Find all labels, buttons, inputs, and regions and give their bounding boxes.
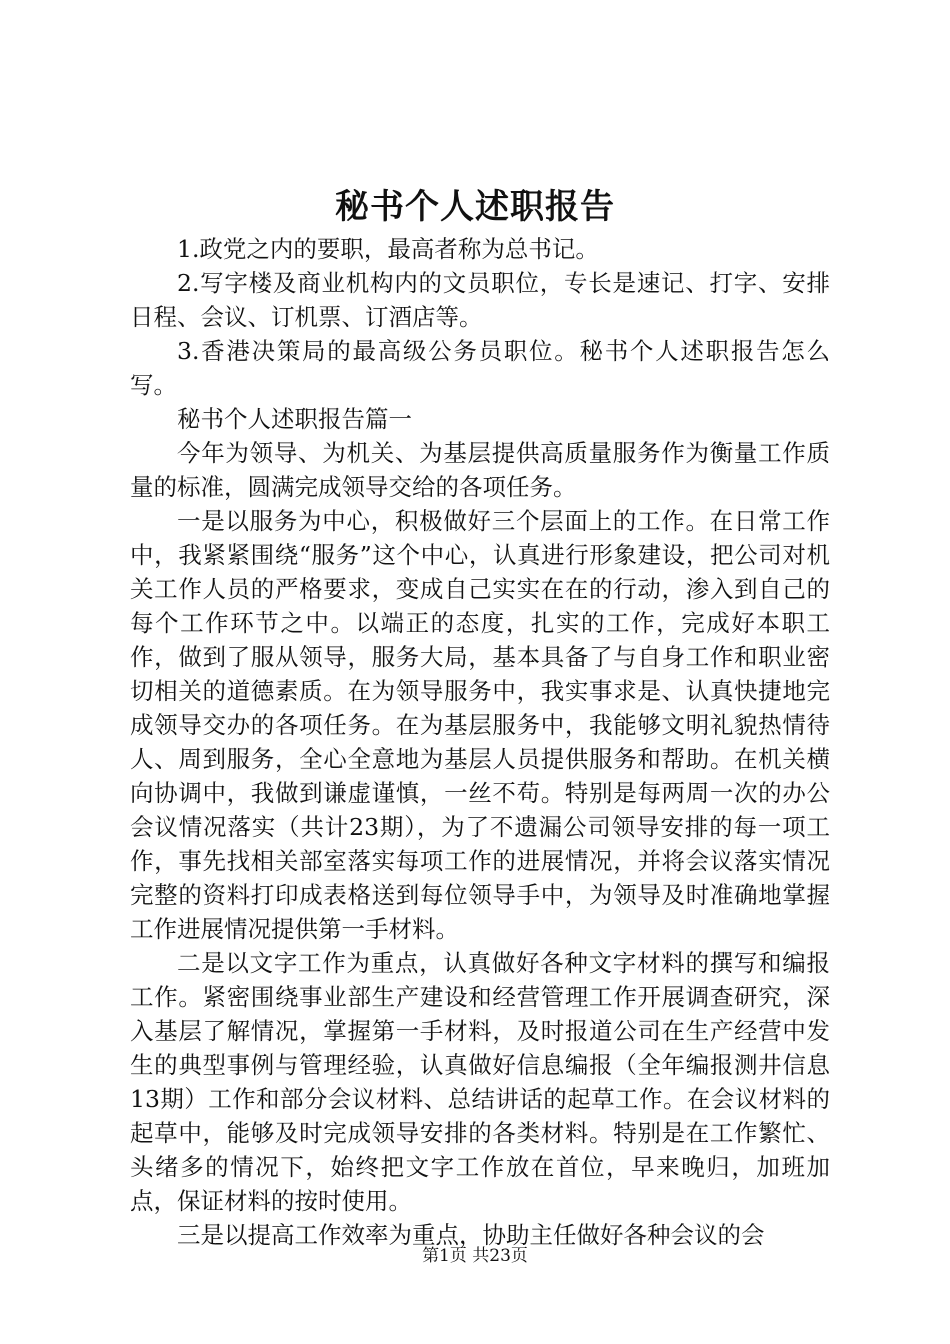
section-heading: 秘书个人述职报告篇一 [177, 405, 412, 433]
page-footer: 第1页 共23页 [422, 1246, 528, 1266]
paragraph-efficiency: 三是以提高工作效率为重点，协助主任做好各种会议的会 [177, 1221, 765, 1249]
document-body [130, 232, 830, 1252]
paragraph-3: 3.香港决策局的最高级公务员职位。秘书个人述职报告怎么写。 [130, 337, 830, 399]
document-title: 秘书个人述职报告 [335, 187, 615, 227]
paragraph-1: 1.政党之内的要职，最高者称为总书记。 [177, 235, 599, 263]
paragraph-intro: 今年为领导、为机关、为基层提供高质量服务作为衡量工作质量的标准，圆满完成领导交给的各项任务。 [130, 439, 830, 501]
paragraph-writing: 二是以文字工作为重点，认真做好各种文字材料的撰写和编报工作。紧密围绕事业部生产建设和经营管理工作开展调查研究，深入基层了解情况，掌握第一手材料，及时报道公司在生产经营中发生的典型事例与管理经验，认真做好信息编报（全年编报测井信息13期）工作和部分会议材料、总结讲话的起草工作。在会议材料的起草中，能够及时完成领导安排的各类材料。特别是在工作繁忙、头绪多的情况下，始终把文字工作放在首位，早来晚归，加班加点，保证材料的按时使用。 [130, 949, 830, 1215]
paragraph-2: 2.写字楼及商业机构内的文员职位，专长是速记、打字、安排日程、会议、订机票、订酒店等。 [130, 269, 830, 331]
paragraph-service: 一是以服务为中心，积极做好三个层面上的工作。在日常工作中，我紧紧围绕“服务”这个中心，认真进行形象建设，把公司对机关工作人员的严格要求，变成自己实实在在的行动，渗入到自己的每个工作环节之中。以端正的态度，扎实的工作，完成好本职工作，做到了服从领导，服务大局，基本具备了与自身工作和职业密切相关的道德素质。在为领导服务中，我实事求是、认真快捷地完成领导交办的各项任务。在为基层服务中，我能够文明礼貌热情待人、周到服务，全心全意地为基层人员提供服务和帮助。在机关横向协调中，我做到谦虚谨慎，一丝不苟。特别是每两周一次的办公会议情况落实（共计23期），为了不遗漏公司领导安排的每一项工作，事先找相关部室落实每项工作的进展情况，并将会议落实情况完整的资料打印成表格送到每位领导手中，为领导及时准确地掌握工作进展情况提供第一手材料。 [130, 507, 830, 943]
